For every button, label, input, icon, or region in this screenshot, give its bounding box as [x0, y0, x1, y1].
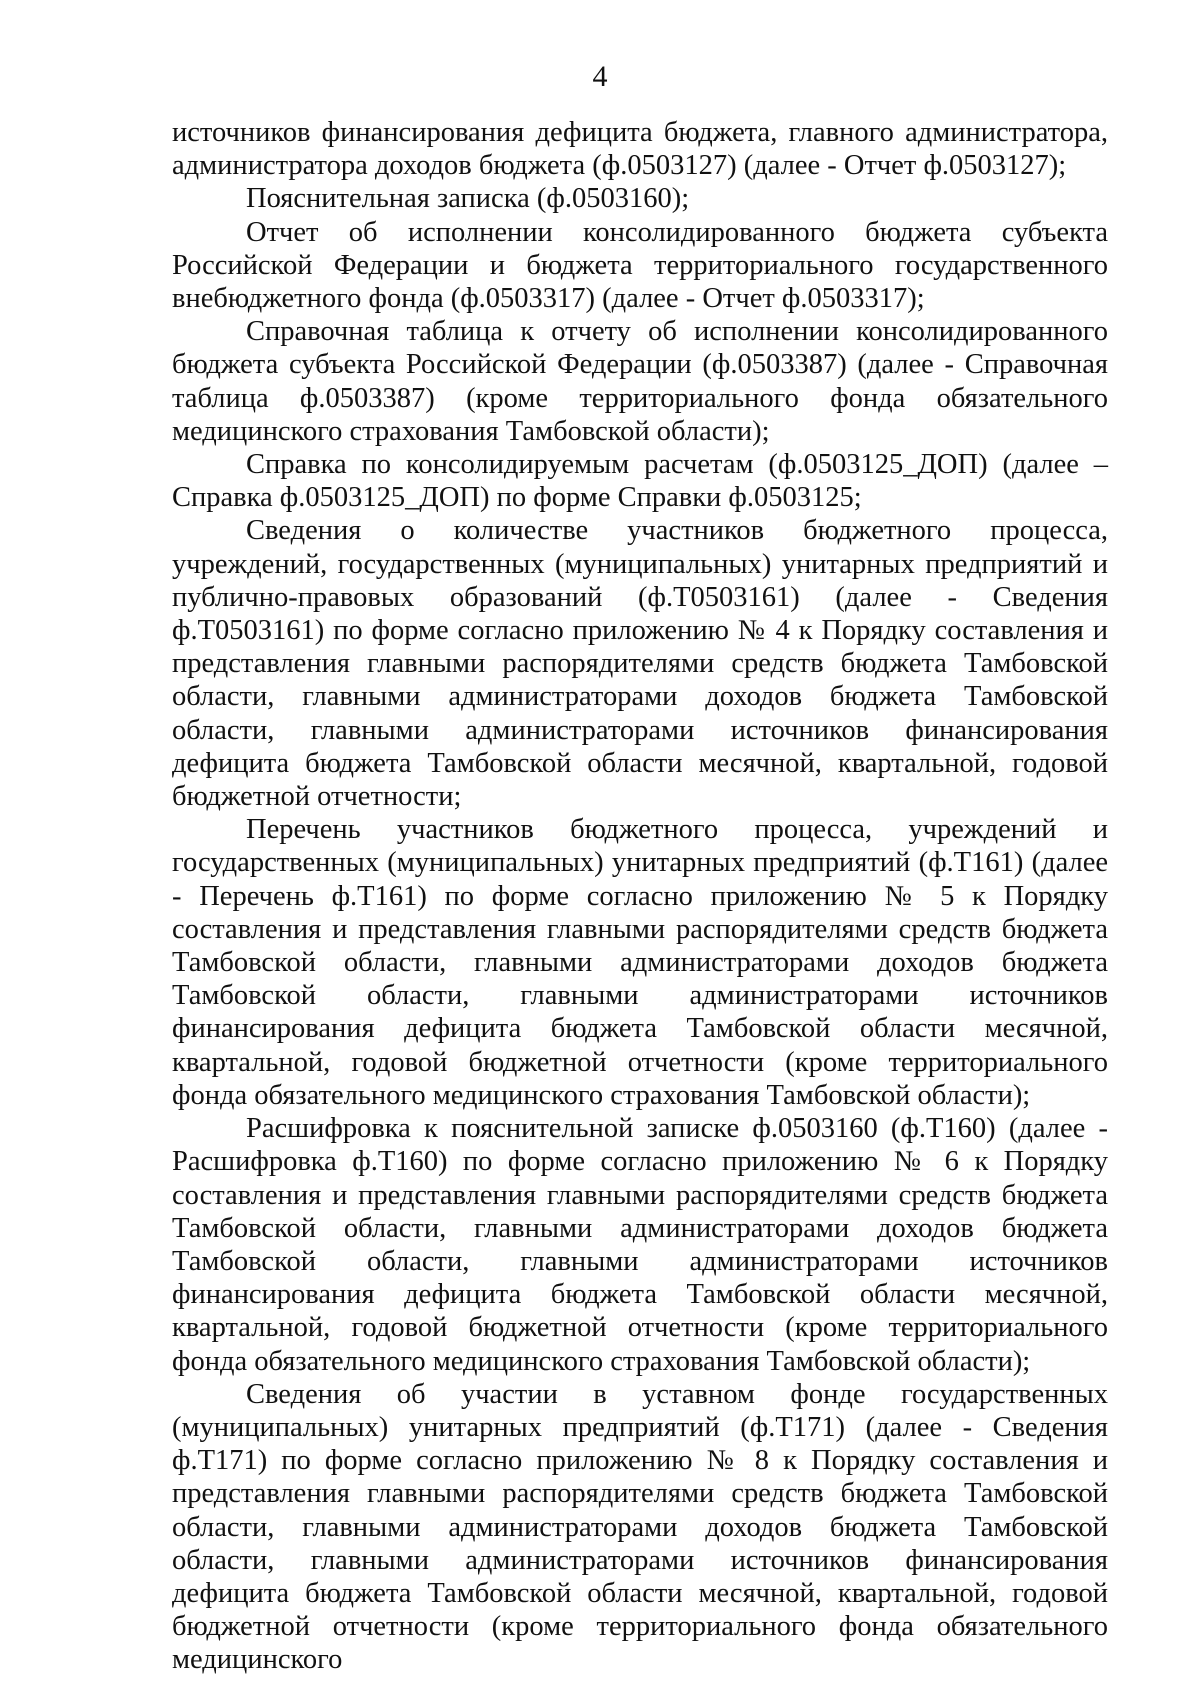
paragraph-report-0503317: Отчет об исполнении консолидированного бюджета субъекта Российской Федерации и бюджета территориального государственного внебюджетного фонда (ф.0503317) (далее - Отчет ф.0503317); [172, 216, 1108, 315]
paragraph-continuation: источников финансирования дефицита бюджета, главного администратора, администратора доходов бюджета (ф.0503127) (далее - Отчет ф.0503127); [172, 117, 1108, 182]
paragraph-explanatory-note: Пояснительная записка (ф.0503160); [246, 183, 690, 215]
paragraph-info-t171: Сведения об участии в уставном фонде государственных (муниципальных) унитарных предприятий (ф.Т171) (далее - Сведения ф.Т171) по форме согласно приложению № 8 к Порядку составления и представления главными распорядителями средств бюджета Тамбовской области, главными администраторами доходов бюджета Тамбовской области, главными администраторами источников финансирования дефицита бюджета Тамбовской области месячной, квартальной, годовой бюджетной отчетности (кроме территориального фонда обязательного медицинского [172, 1378, 1108, 1676]
paragraph-reference-table-0503387: Справочная таблица к отчету об исполнении консолидированного бюджета субъекта Российской Федерации (ф.0503387) (далее - Справочная таблица ф.0503387) (кроме территориального фонда обязательного медицинского страхования Тамбовской области); [172, 316, 1108, 447]
paragraph-info-t0503161: Сведения о количестве участников бюджетного процесса, учреждений, государственных (муниципальных) унитарных предприятий и публично-правовых образований (ф.Т0503161) (далее - Сведения ф.Т0503161) по форме согласно приложению № 4 к Порядку составления и представления главными распорядителями средств бюджета Тамбовской области, главными администраторами доходов бюджета Тамбовской области, главными администраторами источников финансирования дефицита бюджета Тамбовской области месячной, квартальной, годовой бюджетной отчетности; [172, 515, 1108, 813]
page-number: 4 [592, 60, 608, 93]
document-body [172, 116, 1108, 1677]
paragraph-certificate-0503125: Справка по консолидируемым расчетам (ф.0503125_ДОП) (далее – Справка ф.0503125_ДОП) по форме Справки ф.0503125; [172, 449, 1108, 514]
paragraph-breakdown-t160: Расшифровка к пояснительной записке ф.0503160 (ф.Т160) (далее - Расшифровка ф.Т160) по форме согласно приложению № 6 к Порядку составления и представления главными распорядителями средств бюджета Тамбовской области, главными администраторами доходов бюджета Тамбовской области, главными администраторами источников финансирования дефицита бюджета Тамбовской области месячной, квартальной, годовой бюджетной отчетности (кроме территориального фонда обязательного медицинского страхования Тамбовской области); [172, 1113, 1108, 1377]
paragraph-list-t161: Перечень участников бюджетного процесса, учреждений и государственных (муниципальных) унитарных предприятий (ф.Т161) (далее - Перечень ф.Т161) по форме согласно приложению № 5 к Порядку составления и представления главными распорядителями средств бюджета Тамбовской области, главными администраторами доходов бюджета Тамбовской области, главными администраторами источников финансирования дефицита бюджета Тамбовской области месячной, квартальной, годовой бюджетной отчетности (кроме территориального фонда обязательного медицинского страхования Тамбовской области); [172, 814, 1108, 1111]
